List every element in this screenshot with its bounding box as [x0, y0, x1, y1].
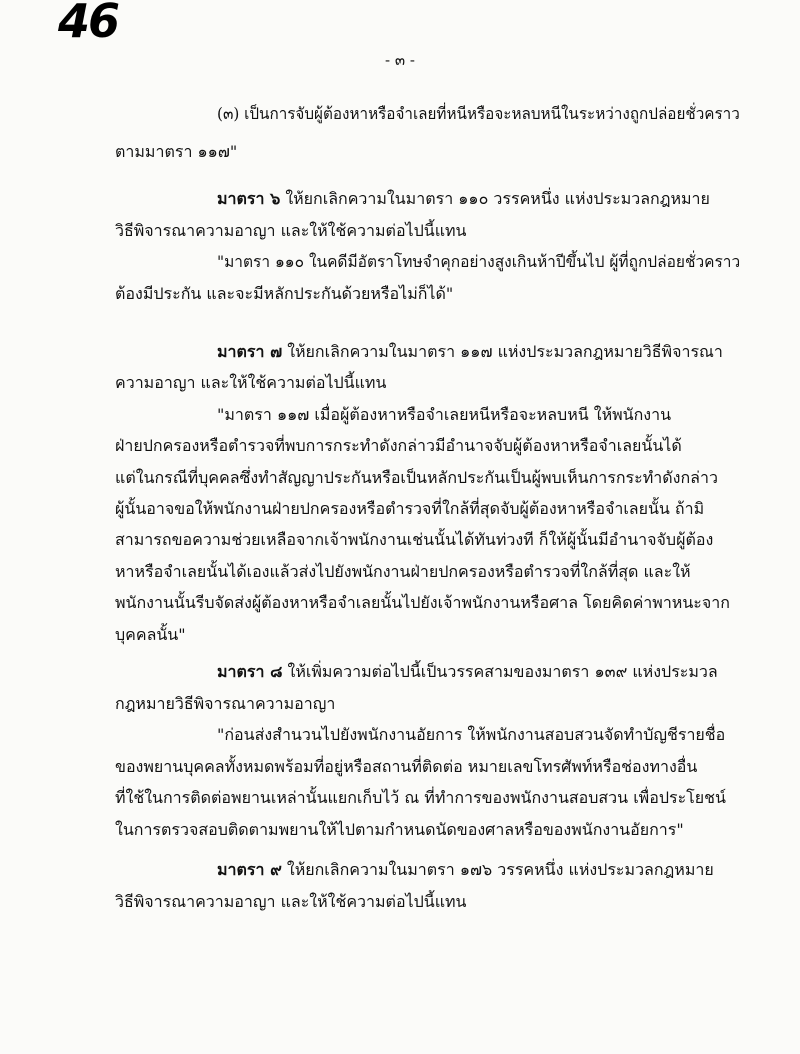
- text-line: บุคคลนั้น": [115, 625, 186, 644]
- text-line: สามารถขอความช่วยเหลือจากเจ้าพนักงานเช่นนั้นได้ทันท่วงที ก็ให้ผู้นั้นมีอำนาจจับผู้ต้อง: [115, 530, 714, 549]
- text-line: "มาตรา ๑๑๗ เมื่อผู้ต้องหาหรือจำเลยหนีหรือจะหลบหนี ให้พนักงาน: [217, 405, 672, 424]
- text-line: ของพยานบุคคลทั้งหมดพร้อมที่อยู่หรือสถานที่ติดต่อ หมายเลขโทรศัพท์หรือช่องทางอื่น: [115, 757, 698, 776]
- text-line: ให้ยกเลิกความในมาตรา ๑๗๖ วรรคหนึ่ง แห่งประมวลกฎหมาย: [281, 860, 714, 879]
- handwritten-page-mark: 46: [58, 0, 119, 48]
- text-line: ผู้นั้นอาจขอให้พนักงานฝ่ายปกครองหรือตำรวจที่ใกล้ที่สุดจับผู้ต้องหาหรือจำเลยนั้น ถ้ามิ: [115, 499, 705, 518]
- text-line: พนักงานนั้นรีบจัดส่งผู้ต้องหาหรือจำเลยนั้นไปยังเจ้าพนักงานหรือศาล โดยคิดค่าพาหนะจาก: [115, 593, 730, 612]
- text-line: แต่ในกรณีที่บุคคลซึ่งทำสัญญาประกันหรือเป็นหลักประกันเป็นผู้พบเห็นการกระทำดังกล่าว: [115, 468, 718, 487]
- text-line: ที่ใช้ในการติดต่อพยานเหล่านั้นแยกเก็บไว้ ณ ที่ทำการของพนักงานสอบสวน เพื่อประโยชน์: [115, 788, 726, 807]
- text-line: หาหรือจำเลยนั้นได้เองแล้วส่งไปยังพนักงานฝ่ายปกครองหรือตำรวจที่ใกล้ที่สุด และให้: [115, 562, 691, 581]
- section-label: มาตรา ๗: [217, 342, 283, 361]
- text-line: ในการตรวจสอบติดตามพยานให้ไปตามกำหนดนัดของศาลหรือของพนักงานอัยการ": [115, 820, 684, 839]
- text-line: "มาตรา ๑๑๐ ในคดีมีอัตราโทษจำคุกอย่างสูงเกินห้าปีขึ้นไป ผู้ที่ถูกปล่อยชั่วคราว: [217, 252, 741, 271]
- text-line: ตามมาตรา ๑๑๗": [115, 142, 238, 161]
- section-label: มาตรา ๖: [217, 189, 281, 208]
- section-label: มาตรา ๙: [217, 860, 282, 879]
- text-line: ต้องมีประกัน และจะมีหลักประกันด้วยหรือไม่ก็ได้": [115, 284, 454, 303]
- text-line: ให้ยกเลิกความในมาตรา ๑๑๗ แห่งประมวลกฎหมายวิธีพิจารณา: [282, 342, 723, 361]
- section-label: มาตรา ๘: [217, 662, 283, 681]
- text-line: กฎหมายวิธีพิจารณาความอาญา: [115, 694, 336, 713]
- text-line: ให้เพิ่มความต่อไปนี้เป็นวรรคสามของมาตรา ๑๓๙ แห่งประมวล: [282, 662, 718, 681]
- text-line: ความอาญา และให้ใช้ความต่อไปนี้แทน: [115, 373, 387, 392]
- text-line: ฝ่ายปกครองหรือตำรวจที่พบการกระทำดังกล่าวมีอำนาจจับผู้ต้องหาหรือจำเลยนั้นได้: [115, 436, 682, 455]
- text-line: "ก่อนส่งสำนวนไปยังพนักงานอัยการ ให้พนักงานสอบสวนจัดทำบัญชีรายชื่อ: [217, 725, 726, 744]
- section-9-heading-line: [217, 858, 714, 883]
- text-line: (๓) เป็นการจับผู้ต้องหาหรือจำเลยที่หนีหรือจะหลบหนีในระหว่างถูกปล่อยชั่วคราว: [217, 104, 740, 123]
- text-line: วิธีพิจารณาความอาญา และให้ใช้ความต่อไปนี้แทน: [115, 221, 467, 240]
- text-line: ให้ยกเลิกความในมาตรา ๑๑๐ วรรคหนึ่ง แห่งประมวลกฎหมาย: [280, 189, 710, 208]
- page-number: - ๓ -: [385, 51, 415, 69]
- section-7-heading-line: [217, 340, 723, 365]
- section-6-heading-line: [217, 187, 710, 212]
- text-line: วิธีพิจารณาความอาญา และให้ใช้ความต่อไปนี้แทน: [115, 892, 467, 911]
- section-8-heading-line: [217, 660, 718, 685]
